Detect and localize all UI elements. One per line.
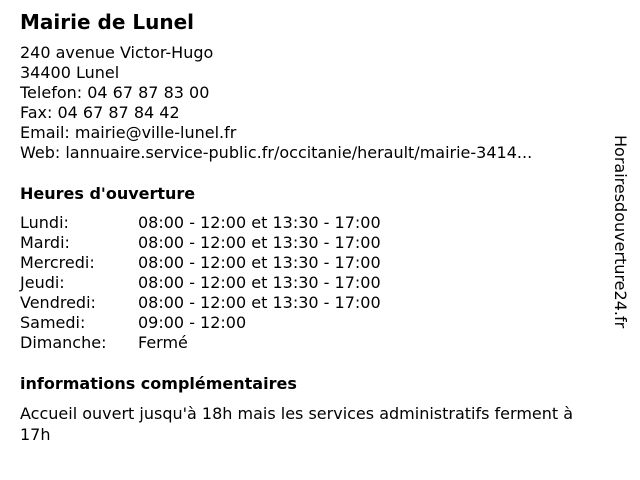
postal-city: 34400 Lunel — [20, 63, 120, 82]
hours-row-mardi — [20, 233, 381, 253]
time-value: Fermé — [138, 333, 188, 352]
day-label: Dimanche: — [20, 333, 107, 352]
day-label: Jeudi: — [20, 273, 65, 292]
hours-heading: Heures d'ouverture — [20, 184, 196, 203]
hours-table — [20, 213, 381, 353]
time-value: 09:00 - 12:00 — [138, 313, 247, 332]
day-label: Lundi: — [20, 213, 69, 232]
time-value: 08:00 - 12:00 et 13:30 - 17:00 — [138, 293, 381, 312]
day-label: Samedi: — [20, 313, 86, 332]
street-address: 240 avenue Victor-Hugo — [20, 43, 214, 62]
hours-row-lundi — [20, 213, 381, 233]
email-address: Email: mairie@ville-lunel.fr — [20, 123, 237, 142]
time-value: 08:00 - 12:00 et 13:30 - 17:00 — [138, 273, 381, 292]
fax-number: Fax: 04 67 87 84 42 — [20, 103, 180, 122]
day-label: Mardi: — [20, 233, 70, 252]
phone-number: Telefon: 04 67 87 83 00 — [20, 83, 210, 102]
info-text: Accueil ouvert jusqu'à 18h mais les services administratifs ferment à 17h — [20, 404, 574, 444]
website-link: Web: lannuaire.service-public.fr/occitanie/herault/mairie-3414... — [20, 143, 533, 162]
hours-row-vendredi — [20, 293, 381, 313]
time-value: 08:00 - 12:00 et 13:30 - 17:00 — [138, 253, 381, 272]
time-value: 08:00 - 12:00 et 13:30 - 17:00 — [138, 233, 381, 252]
time-value: 08:00 - 12:00 et 13:30 - 17:00 — [138, 213, 381, 232]
info-heading: informations complémentaires — [20, 374, 297, 393]
hours-row-jeudi — [20, 273, 381, 293]
hours-row-samedi — [20, 313, 381, 333]
site-watermark: Horairesdouverture24.fr — [611, 135, 630, 329]
page-title: Mairie de Lunel — [20, 10, 194, 34]
hours-row-mercredi — [20, 253, 381, 273]
address-block — [20, 43, 532, 163]
day-label: Vendredi: — [20, 293, 96, 312]
hours-row-dimanche — [20, 333, 381, 353]
day-label: Mercredi: — [20, 253, 95, 272]
